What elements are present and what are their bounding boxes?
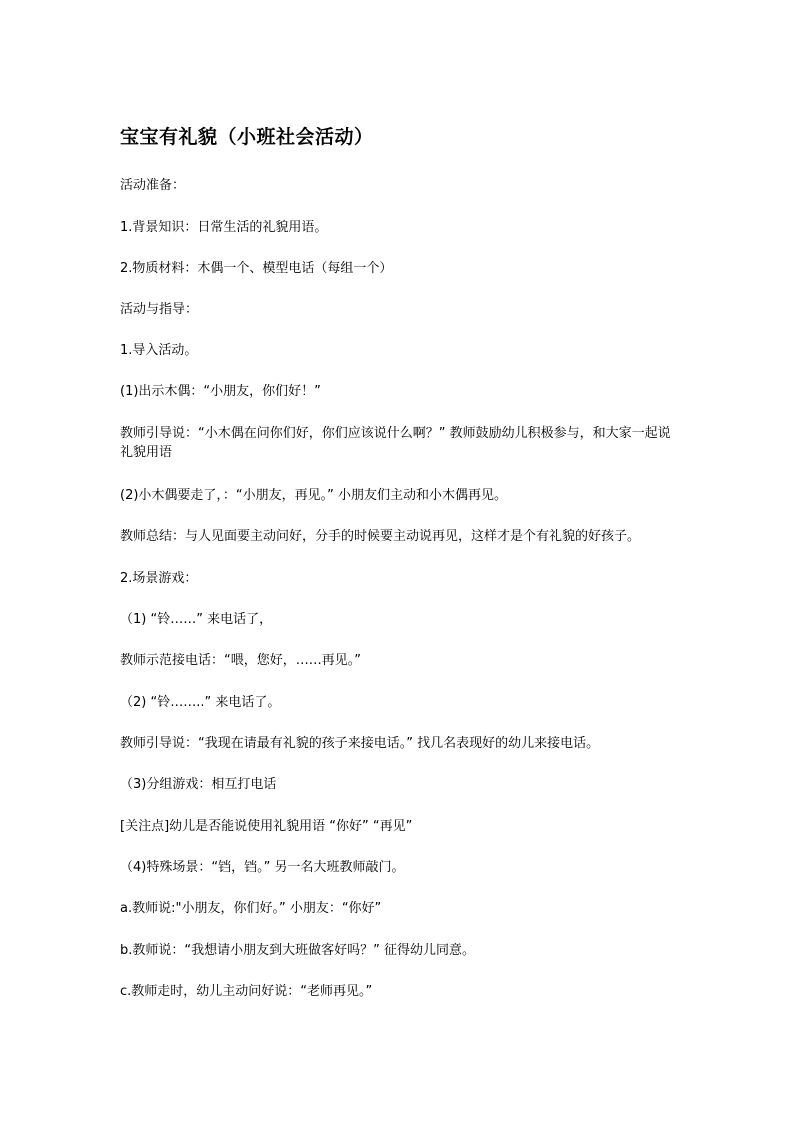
paragraph-phone-ring-1: （1) “铃……” 来电话了， [120, 612, 273, 627]
paragraph-teacher-summary: 教师总结：与人见面要主动问好，分手的时候要主动说再见，这样才是个有礼貌的好孩子。 [120, 529, 641, 544]
paragraph-item-b: b.教师说：“我想请小朋友到大班做客好吗？” 征得幼儿同意。 [120, 943, 475, 958]
paragraph-phone-ring-2: （2) “铃……..” 来电话了。 [120, 695, 281, 710]
paragraph-preparation-heading: 活动准备： [120, 178, 186, 193]
paragraph-intro-activity: 1.导入活动。 [120, 343, 198, 358]
paragraph-materials: 2.物质材料：木偶一个、模型电话（每组一个） [120, 261, 393, 276]
document-title: 宝宝有礼貌（小班社会活动） [120, 126, 374, 148]
paragraph-guidance-heading: 活动与指导： [120, 302, 199, 317]
paragraph-group-game: （3)分组游戏：相互打电话 [120, 777, 277, 792]
paragraph-item-a: a.教师说:"小朋友，你们好。” 小朋友：“你好” [120, 901, 382, 916]
paragraph-show-puppet: (1)出示木偶：“小朋友，你们好！” [120, 384, 321, 399]
paragraph-item-c: c.教师走时，幼儿主动问好说：“老师再见。” [120, 984, 373, 999]
paragraph-puppet-leaves: (2)小木偶要走了，：“小朋友，再见。” 小朋友们主动和小木偶再见。 [120, 488, 508, 503]
paragraph-teacher-guide-2: 教师引导说：“我现在请最有礼貌的孩子来接电话。” 找几名表现好的幼儿来接电话。 [120, 736, 600, 751]
paragraph-teacher-guide-1: 教师引导说：“小木偶在问你们好，你们应该说什么啊？” 教师鼓励幼儿积极参与，和大家一起说礼貌用语 [120, 426, 671, 460]
paragraph-background-knowledge: 1.背景知识：日常生活的礼貌用语。 [120, 220, 328, 235]
paragraph-special-scene: （4)特殊场景：“铛，铛。” 另一名大班教师敲门。 [120, 860, 405, 875]
paragraph-scene-game-heading: 2.场景游戏： [120, 571, 198, 586]
paragraph-teacher-demo-call: 教师示范接电话：“喂，您好，……再见。” [120, 653, 361, 668]
paragraph-focus-point: [关注点]幼儿是否能说使用礼貌用语 “你好” “再见” [120, 819, 413, 834]
